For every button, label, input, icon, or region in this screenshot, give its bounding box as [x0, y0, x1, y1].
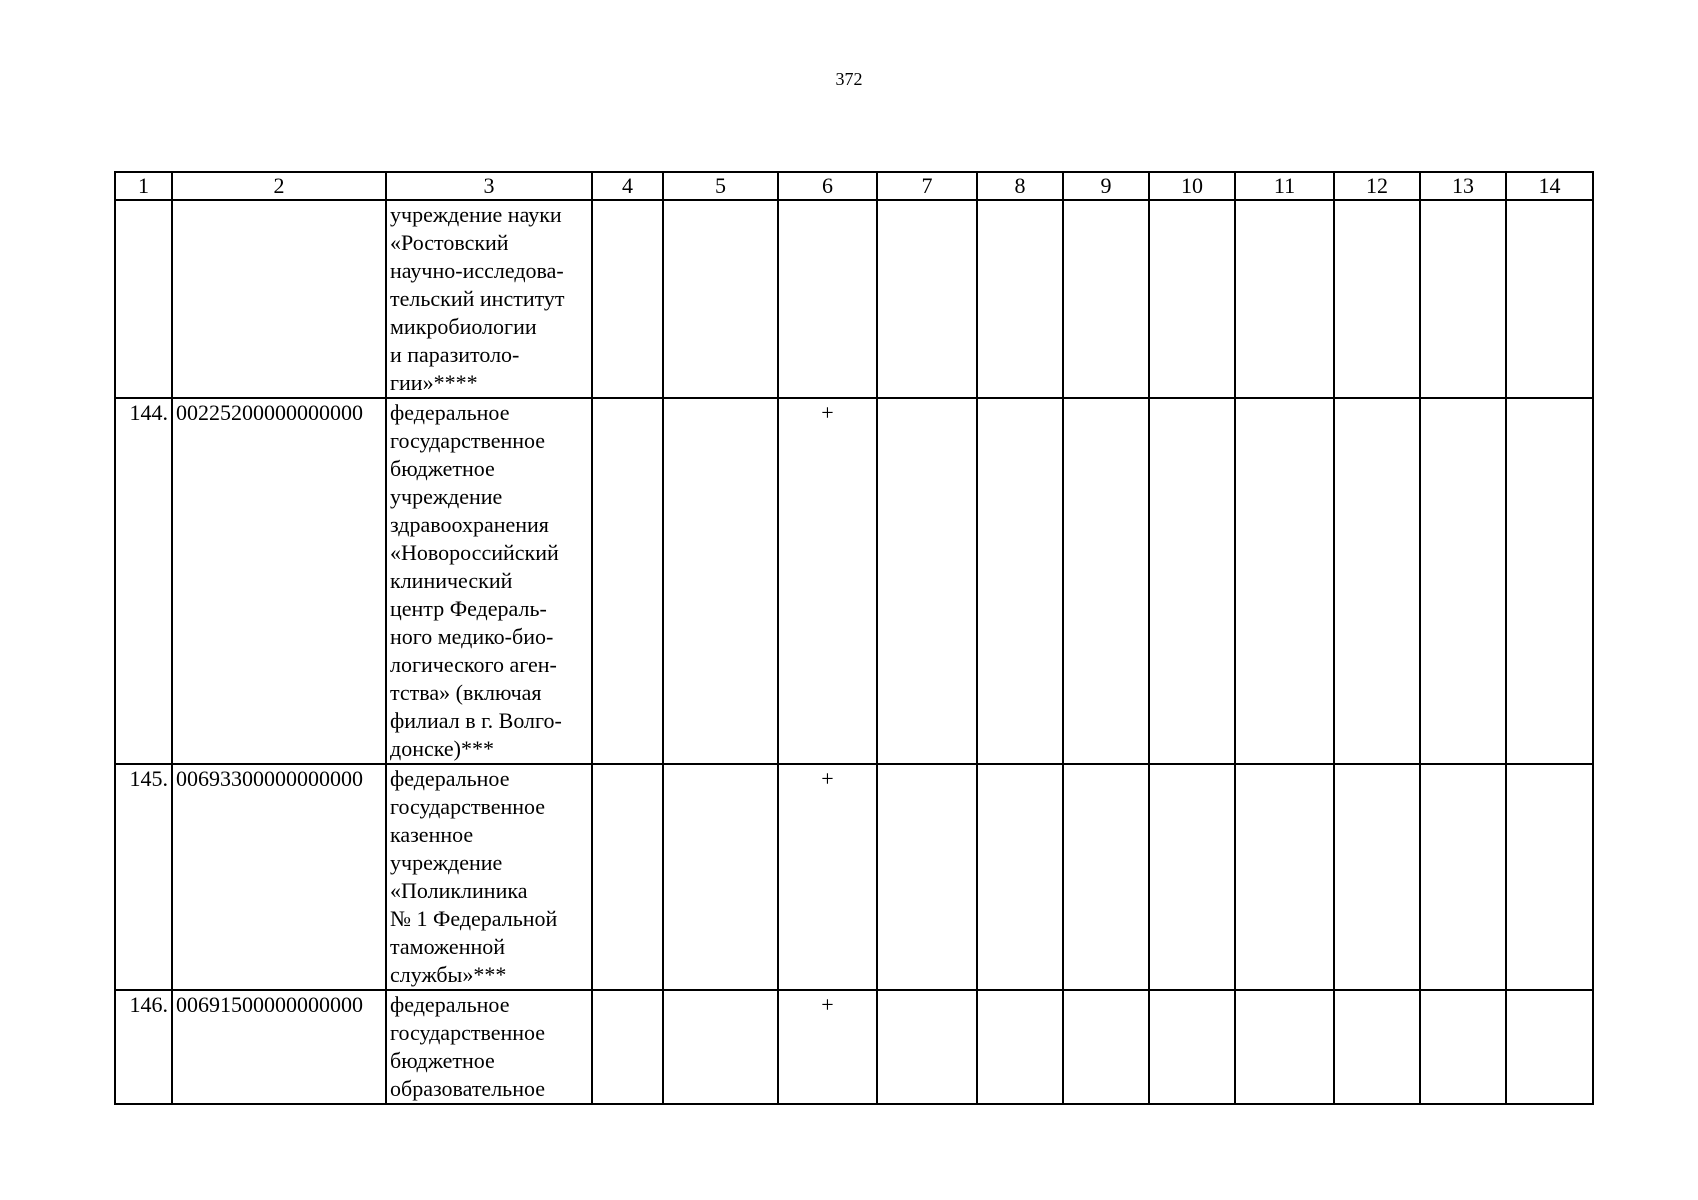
column-header-3: 3 [386, 172, 592, 200]
column-header-12: 12 [1334, 172, 1420, 200]
column-header-10: 10 [1149, 172, 1235, 200]
table-cell [592, 764, 663, 990]
table-cell [663, 398, 778, 764]
row-mark-col6: + [778, 764, 877, 990]
table-cell [592, 200, 663, 398]
column-header-2: 2 [172, 172, 386, 200]
table-cell [1420, 990, 1506, 1104]
row-number: 144. [115, 398, 172, 764]
row-code: 00693300000000000 [172, 764, 386, 990]
table-cell [1063, 398, 1149, 764]
column-header-9: 9 [1063, 172, 1149, 200]
table-cell [592, 990, 663, 1104]
row-mark-col6: + [778, 398, 877, 764]
table-cell [663, 200, 778, 398]
row-name: федеральное государственное бюджетное учреждение здравоохранения «Новороссийский клинический центр Федераль- ного медико-био- логического аген- тства» (включая филиал в г. Волго- донске)*** [386, 398, 592, 764]
row-number: 145. [115, 764, 172, 990]
row-mark-col6: + [778, 990, 877, 1104]
row-number [115, 200, 172, 398]
table-cell [1149, 200, 1235, 398]
table-cell [1506, 398, 1593, 764]
table-cell [977, 200, 1063, 398]
table-cell [1149, 764, 1235, 990]
table-cell [977, 764, 1063, 990]
row-code: 00691500000000000 [172, 990, 386, 1104]
table-row [115, 398, 1593, 764]
table-cell [592, 398, 663, 764]
table-cell [877, 990, 977, 1104]
column-header-5: 5 [663, 172, 778, 200]
row-code: 00225200000000000 [172, 398, 386, 764]
table-cell [1420, 200, 1506, 398]
row-number: 146. [115, 990, 172, 1104]
table-cell [1235, 200, 1334, 398]
row-name: учреждение науки «Ростовский научно-исследова- тельский институт микробиологии и паразитоло- гии»**** [386, 200, 592, 398]
table-cell [663, 990, 778, 1104]
column-header-8: 8 [977, 172, 1063, 200]
table-row [115, 990, 1593, 1104]
table-cell [877, 200, 977, 398]
column-header-1: 1 [115, 172, 172, 200]
table-cell [1334, 764, 1420, 990]
header-row [115, 172, 1593, 200]
row-name: федеральное государственное казенное учреждение «Поликлиника № 1 Федеральной таможенной службы»*** [386, 764, 592, 990]
table-cell [1506, 200, 1593, 398]
table-cell [1063, 200, 1149, 398]
table-cell [977, 990, 1063, 1104]
table-cell [1149, 990, 1235, 1104]
table-cell [1506, 764, 1593, 990]
column-header-11: 11 [1235, 172, 1334, 200]
column-header-6: 6 [778, 172, 877, 200]
table-row [115, 764, 1593, 990]
page-number: 372 [835, 69, 863, 89]
column-header-4: 4 [592, 172, 663, 200]
table-cell [1420, 398, 1506, 764]
row-code [172, 200, 386, 398]
table-cell [1420, 764, 1506, 990]
table-cell [1063, 764, 1149, 990]
table-cell [1235, 764, 1334, 990]
table-cell [1506, 990, 1593, 1104]
table-cell [1334, 398, 1420, 764]
column-header-13: 13 [1420, 172, 1506, 200]
table-cell [877, 764, 977, 990]
table-cell [877, 398, 977, 764]
table-row [115, 200, 1593, 398]
table-cell [1334, 990, 1420, 1104]
column-header-14: 14 [1506, 172, 1593, 200]
table-cell [1149, 398, 1235, 764]
table-cell [1235, 990, 1334, 1104]
data-table [114, 171, 1594, 1105]
table-cell [663, 764, 778, 990]
table-cell [1235, 398, 1334, 764]
table-cell [977, 398, 1063, 764]
column-header-7: 7 [877, 172, 977, 200]
table-cell [1063, 990, 1149, 1104]
row-mark-col6 [778, 200, 877, 398]
table-cell [1334, 200, 1420, 398]
row-name: федеральное государственное бюджетное образовательное [386, 990, 592, 1104]
